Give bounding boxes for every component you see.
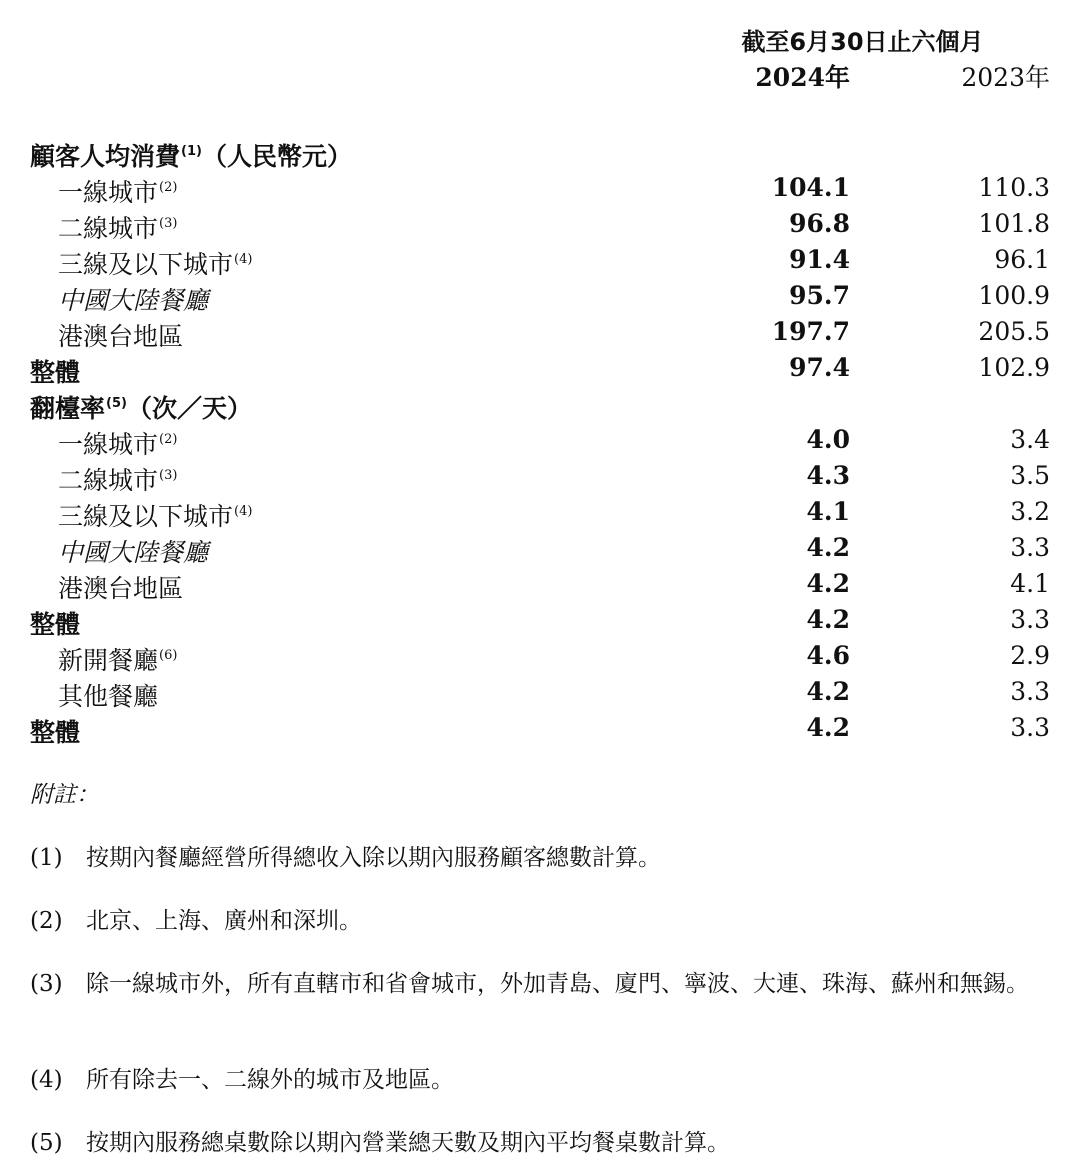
row-label: 整體 bbox=[30, 610, 81, 639]
value-2024: 96.8 bbox=[789, 209, 850, 238]
note-number: (3) bbox=[30, 971, 63, 997]
value-2024: 197.7 bbox=[771, 317, 850, 346]
table-row bbox=[30, 422, 1050, 458]
table-row bbox=[30, 566, 1050, 602]
table-row bbox=[30, 638, 1050, 674]
table-row bbox=[30, 530, 1050, 566]
value-2023: 3.3 bbox=[1010, 605, 1050, 634]
footnote-ref: (3) bbox=[159, 468, 178, 483]
value-2023: 2.9 bbox=[1010, 641, 1050, 670]
metrics-table bbox=[30, 134, 1050, 746]
value-2024: 4.2 bbox=[806, 713, 850, 742]
row-label: 整體 bbox=[30, 358, 81, 387]
note-item bbox=[30, 842, 1052, 875]
row-label: 港澳台地區 bbox=[58, 322, 184, 351]
note-text: 所有除去一、二線外的城市及地區。 bbox=[86, 1067, 454, 1093]
footnote-ref: (6) bbox=[159, 648, 178, 663]
note-text: 按期內餐廳經營所得總收入除以期內服務顧客總數計算。 bbox=[86, 845, 661, 871]
value-2023: 3.4 bbox=[1010, 425, 1050, 454]
row-label: 一線城市$^{(2)}$ bbox=[58, 178, 178, 207]
note-text: 按期內服務總桌數除以期內營業總天數及期內平均餐桌數計算。 bbox=[86, 1130, 730, 1156]
table-row bbox=[30, 242, 1050, 278]
value-2024: 4.2 bbox=[806, 569, 850, 598]
value-2023: 3.5 bbox=[1010, 461, 1050, 490]
value-2024: 4.1 bbox=[806, 497, 850, 526]
table-row bbox=[30, 602, 1050, 638]
note-item bbox=[30, 905, 1052, 938]
year-2023-header: 2023年 bbox=[961, 63, 1050, 92]
note-item bbox=[30, 968, 1052, 1001]
value-2023: 101.8 bbox=[978, 209, 1050, 238]
table-row bbox=[30, 494, 1050, 530]
value-2023: 96.1 bbox=[994, 245, 1050, 274]
footnote-ref: (2) bbox=[159, 432, 178, 447]
note-number: (2) bbox=[30, 908, 63, 934]
row-label: 中國大陸餐廳 bbox=[58, 538, 209, 567]
value-2024: 104.1 bbox=[771, 173, 850, 202]
table-row bbox=[30, 134, 1050, 170]
footnote-ref: (2) bbox=[159, 180, 178, 195]
value-2023: 3.2 bbox=[1010, 497, 1050, 526]
row-label: 新開餐廳$^{(6)}$ bbox=[58, 646, 178, 675]
row-label: 二線城市$^{(3)}$ bbox=[58, 466, 178, 495]
value-2024: 97.4 bbox=[789, 353, 850, 382]
footnote-ref: (4) bbox=[234, 252, 253, 267]
note-item bbox=[30, 1127, 1052, 1160]
footnote-ref: (1) bbox=[181, 144, 202, 159]
value-2023: 4.1 bbox=[1010, 569, 1050, 598]
row-label: 二線城市$^{(3)}$ bbox=[58, 214, 178, 243]
value-2023: 3.3 bbox=[1010, 533, 1050, 562]
note-text: 除一線城市外，所有直轄市和省會城市，外加青島、廈門、寧波、大連、珠海、蘇州和無錫。 bbox=[86, 971, 1029, 997]
note-number: (4) bbox=[30, 1067, 63, 1093]
row-label: 港澳台地區 bbox=[58, 574, 184, 603]
row-label: 翻檯率$^{(5)}$（次／天） bbox=[30, 394, 252, 423]
footnote-ref: (3) bbox=[159, 216, 178, 231]
table-row bbox=[30, 458, 1050, 494]
table-row bbox=[30, 206, 1050, 242]
value-2023: 100.9 bbox=[978, 281, 1050, 310]
note-number: (1) bbox=[30, 845, 63, 871]
note-item bbox=[30, 1064, 1052, 1097]
value-2024: 95.7 bbox=[789, 281, 850, 310]
footnote-ref: (5) bbox=[106, 396, 127, 411]
value-2024: 4.2 bbox=[806, 677, 850, 706]
value-2023: 205.5 bbox=[978, 317, 1050, 346]
table-row bbox=[30, 278, 1050, 314]
row-label: 中國大陸餐廳 bbox=[58, 286, 209, 315]
table-row bbox=[30, 314, 1050, 350]
value-2024: 4.0 bbox=[806, 425, 850, 454]
year-2024-header: 2024年 bbox=[755, 63, 850, 92]
footnote-ref: (4) bbox=[234, 504, 253, 519]
period-header: 截至6月30日止六個月 bbox=[741, 28, 984, 56]
row-label: 其他餐廳 bbox=[58, 682, 159, 711]
table-row bbox=[30, 170, 1050, 206]
value-2023: 3.3 bbox=[1010, 677, 1050, 706]
table-row bbox=[30, 710, 1050, 746]
note-number: (5) bbox=[30, 1130, 63, 1156]
value-2024: 91.4 bbox=[789, 245, 850, 274]
row-label: 顧客人均消費$^{(1)}$（人民幣元） bbox=[30, 142, 352, 171]
row-label: 整體 bbox=[30, 718, 81, 747]
table-row bbox=[30, 674, 1050, 710]
row-label: 一線城市$^{(2)}$ bbox=[58, 430, 178, 459]
value-2023: 3.3 bbox=[1010, 713, 1050, 742]
value-2024: 4.3 bbox=[806, 461, 850, 490]
note-text: 北京、上海、廣州和深圳。 bbox=[86, 908, 362, 934]
row-label: 三線及以下城市$^{(4)}$ bbox=[58, 502, 253, 531]
value-2023: 102.9 bbox=[978, 353, 1050, 382]
table-row bbox=[30, 386, 1050, 422]
value-2024: 4.2 bbox=[806, 533, 850, 562]
value-2023: 110.3 bbox=[978, 173, 1050, 202]
row-label: 三線及以下城市$^{(4)}$ bbox=[58, 250, 253, 279]
value-2024: 4.2 bbox=[806, 605, 850, 634]
notes-title: 附註： bbox=[30, 782, 99, 808]
table-row bbox=[30, 350, 1050, 386]
value-2024: 4.6 bbox=[806, 641, 850, 670]
